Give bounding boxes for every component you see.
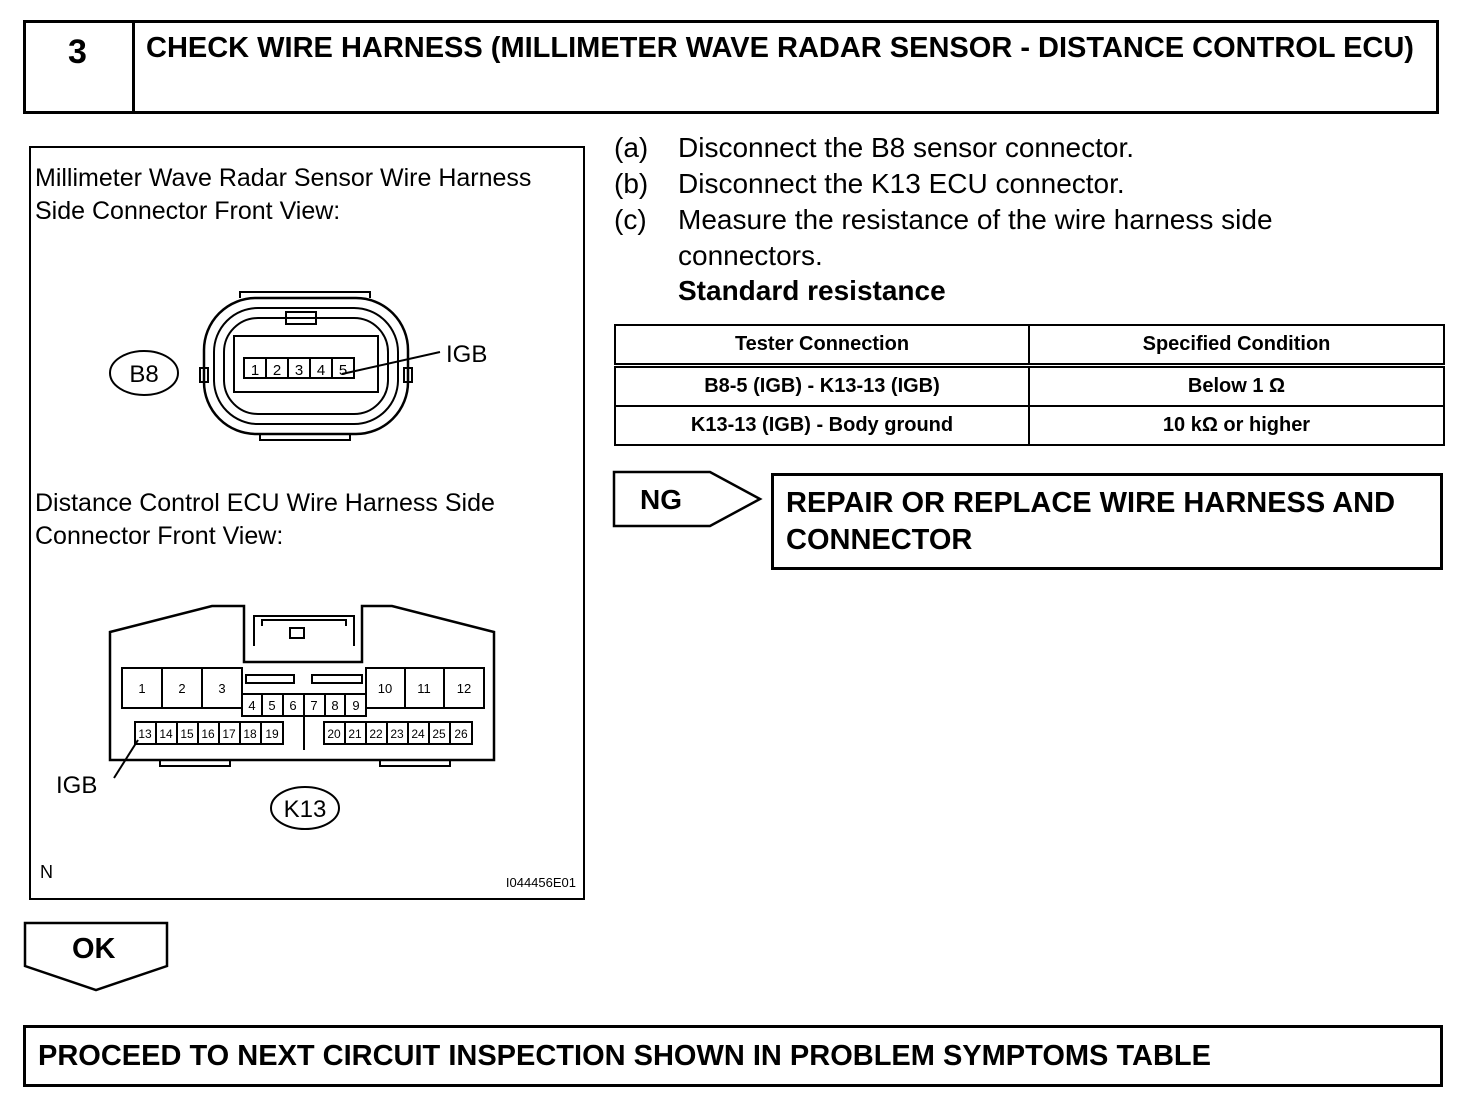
instruction-b xyxy=(614,166,1444,202)
k13-pin: 9 xyxy=(352,698,360,713)
k13-pin: 21 xyxy=(348,727,362,741)
table-row xyxy=(615,366,1444,407)
ng-action-box xyxy=(771,473,1443,570)
k13-caption-line1: Distance Control ECU Wire Harness Side xyxy=(35,489,495,517)
instruction-c-continued: connectors. xyxy=(678,240,823,271)
k13-pin: 14 xyxy=(159,727,173,741)
k13-pin: 1 xyxy=(138,681,146,696)
b8-pin: 5 xyxy=(338,362,348,379)
b8-label: B8 xyxy=(129,361,159,388)
k13-pin: 3 xyxy=(218,681,226,696)
k13-caption-line2: Connector Front View: xyxy=(35,522,284,550)
instruction-c xyxy=(614,202,1444,238)
table-cell: 10 kΩ or higher xyxy=(1029,406,1444,445)
ng-arrow-shape xyxy=(612,470,764,530)
b8-caption-line2: Side Connector Front View: xyxy=(35,197,341,225)
instruction-letter: (b) xyxy=(614,168,649,199)
table-row xyxy=(615,406,1444,445)
table-header-cell: Tester Connection xyxy=(615,325,1029,366)
k13-pin: 24 xyxy=(411,727,425,741)
table-cell: B8-5 (IGB) - K13-13 (IGB) xyxy=(615,366,1029,407)
figure-id: I044456E01 xyxy=(505,875,576,890)
k13-pin: 20 xyxy=(327,727,341,741)
b8-pin: 3 xyxy=(294,362,304,379)
instruction-text: Measure the resistance of the wire harness side xyxy=(678,204,1273,235)
k13-pin: 12 xyxy=(456,681,472,696)
ok-action-text: PROCEED TO NEXT CIRCUIT INSPECTION SHOWN IN PROBLEM SYMPTOMS TABLE xyxy=(38,1040,1211,1072)
instruction-a xyxy=(614,130,1444,166)
k13-pin: 10 xyxy=(377,681,393,696)
k13-pin: 7 xyxy=(310,698,318,713)
table-cell: K13-13 (IGB) - Body ground xyxy=(615,406,1029,445)
ng-action-line1: REPAIR OR REPLACE WIRE HARNESS AND xyxy=(786,487,1396,519)
k13-pin: 23 xyxy=(390,727,404,741)
instruction-text: Disconnect the K13 ECU connector. xyxy=(678,168,1125,199)
k13-pin: 15 xyxy=(180,727,194,741)
standard-resistance-table xyxy=(614,324,1445,446)
ok-label: OK xyxy=(72,933,116,965)
b8-pin: 1 xyxy=(250,362,260,379)
ng-label: NG xyxy=(640,484,682,515)
k13-pin: 26 xyxy=(454,727,468,741)
b8-caption-line1: Millimeter Wave Radar Sensor Wire Harness xyxy=(35,164,532,192)
table-header-row xyxy=(615,325,1444,366)
b8-igb-label: IGB xyxy=(446,341,488,368)
ok-action-box xyxy=(23,1025,1443,1087)
k13-pin: 22 xyxy=(369,727,383,741)
b8-pin: 4 xyxy=(316,362,326,379)
k13-pin: 18 xyxy=(243,727,257,741)
k13-pin: 11 xyxy=(417,681,431,696)
k13-pin: 17 xyxy=(222,727,236,741)
k13-pin: 8 xyxy=(331,698,339,713)
k13-pin: 16 xyxy=(201,727,215,741)
step-number: 3 xyxy=(23,20,135,114)
k13-pin: 13 xyxy=(138,727,152,741)
k13-pin: 19 xyxy=(265,727,279,741)
instruction-letter: (a) xyxy=(614,132,649,163)
b8-pin: 2 xyxy=(272,362,282,379)
k13-pin: 6 xyxy=(289,698,297,713)
k13-pin: 25 xyxy=(432,727,446,741)
k13-pin: 4 xyxy=(248,698,256,713)
table-cell: Below 1 Ω xyxy=(1029,366,1444,407)
ng-action-line2: CONNECTOR xyxy=(786,524,973,556)
k13-igb-label: IGB xyxy=(56,772,98,799)
instruction-text: Disconnect the B8 sensor connector. xyxy=(678,132,1135,163)
k13-label: K13 xyxy=(283,796,327,823)
instruction-letter: (c) xyxy=(614,204,647,235)
k13-pin: 2 xyxy=(178,681,186,696)
figure-corner-letter: N xyxy=(40,862,53,882)
step-title: CHECK WIRE HARNESS (MILLIMETER WAVE RADAR SENSOR - DISTANCE CONTROL ECU) xyxy=(146,32,1414,64)
k13-pin: 5 xyxy=(268,698,276,713)
standard-resistance-heading: Standard resistance xyxy=(678,275,946,306)
table-header-cell: Specified Condition xyxy=(1029,325,1444,366)
